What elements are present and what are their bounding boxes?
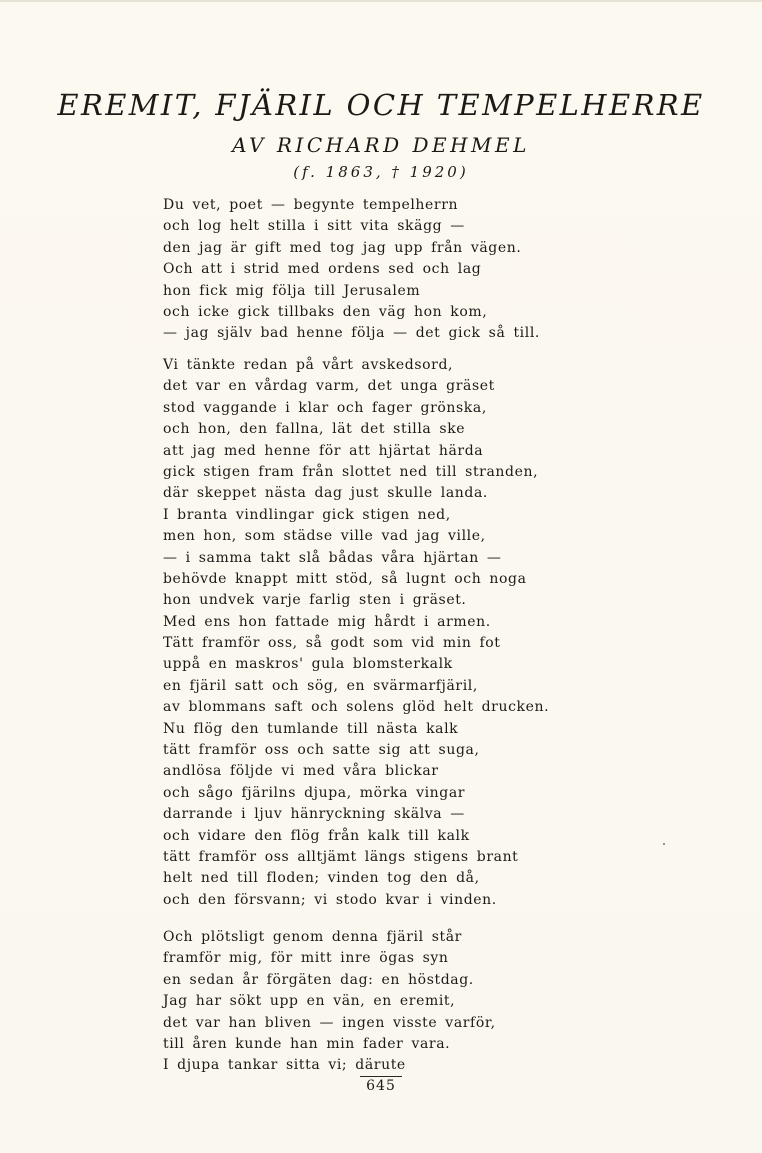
poem-line: Nu flög den tumlande till nästa kalk — [163, 720, 459, 737]
poem-line: gick stigen fram från slottet ned till stranden, — [163, 463, 539, 480]
poem-line: Jag har sökt upp en vän, en eremit, — [163, 993, 456, 1010]
poem-line: en fjäril satt och sög, en svärmarfjäril, — [163, 677, 478, 694]
poem-line: behövde knappt mitt stöd, så lugnt och noga — [163, 570, 527, 587]
poem-line: hon undvek varje farlig sten i gräset. — [163, 592, 467, 609]
poem-line: men hon, som städse ville vad jag ville, — [163, 528, 486, 545]
poem-line: och vidare den flög från kalk till kalk — [163, 827, 470, 844]
poem-line: den jag är gift med tog jag upp från vägen. — [163, 239, 522, 256]
poem-line: darrande i ljuv hänryckning skälva — — [163, 806, 465, 823]
poem-title: EREMIT, FJÄRIL OCH TEMPELHERRE — [57, 88, 705, 122]
poem-line: Vi tänkte redan på vårt avskedsord, — [163, 357, 454, 373]
poem-line: Med ens hon fattade mig hårdt i armen. — [163, 613, 491, 630]
poem-line: andlösa följde vi med våra blickar — [163, 763, 439, 780]
poem-line: och icke gick tillbaks den väg hon kom, — [163, 303, 488, 320]
author-dates: (f. 1863, † 1920) — [293, 163, 469, 181]
poem-line: en sedan år förgäten dag: en höstdag. — [163, 971, 474, 988]
poem-author: AV RICHARD DEHMEL — [232, 133, 530, 157]
page-edge — [0, 0, 762, 2]
poem-line: uppå en maskros' gula blomsterkalk — [163, 656, 453, 673]
poem-line: Och att i strid med ordens sed och lag — [163, 261, 482, 278]
poem-line: och den försvann; vi stodo kvar i vinden. — [163, 891, 497, 908]
poem-line: och log helt stilla i sitt vita skägg — — [163, 218, 465, 235]
poem-line: — jag själv bad henne följa — det gick så till. — [163, 325, 540, 342]
stanza-3 — [163, 927, 496, 1077]
poem-line: av blommans saft och solens glöd helt drucken. — [163, 699, 550, 716]
poem-line: helt ned till floden; vinden tog den då, — [163, 870, 480, 887]
poem-line: Tätt framför oss, så godt som vid min fot — [163, 635, 501, 652]
poem-line: det var en vårdag varm, det unga gräset — [163, 378, 495, 395]
poem-line: — i samma takt slå bådas våra hjärtan — — [163, 549, 502, 566]
poem-line: att jag med henne för att hjärtat härda — [163, 442, 484, 459]
poem-line: det var han bliven — ingen visste varför, — [163, 1014, 496, 1031]
poem-line: Du vet, poet — begynte tempelherrn — [163, 197, 459, 213]
poem-line: tätt framför oss och satte sig att suga, — [163, 742, 480, 759]
page-number — [0, 1078, 762, 1094]
poem-line: där skeppet nästa dag just skulle landa. — [163, 485, 488, 502]
poem-line: stod vaggande i klar och fager grönska, — [163, 399, 487, 416]
poem-line: tätt framför oss alltjämt längs stigens brant — [163, 848, 519, 865]
poem-line: och hon, den fallna, lät det stilla ske — [163, 421, 466, 438]
poem-line: I branta vindlingar gick stigen ned, — [163, 506, 451, 523]
poem-line: till åren kunde han min fader vara. — [163, 1035, 451, 1052]
poem-line: Och plötsligt genom denna fjäril står — [163, 929, 462, 945]
stanza-2 — [163, 355, 549, 911]
stanza-1 — [163, 195, 540, 345]
poem-line: hon fick mig följa till Jerusalem — [163, 282, 421, 299]
page-number-text: 645 — [360, 1076, 402, 1094]
poem-line: I djupa tankar sitta vi; därute — [163, 1057, 406, 1074]
poem-line: och sågo fjärilns djupa, mörka vingar — [163, 784, 466, 801]
poem-line: framför mig, för mitt inre ögas syn — [163, 950, 449, 967]
paper-speck — [663, 843, 665, 845]
